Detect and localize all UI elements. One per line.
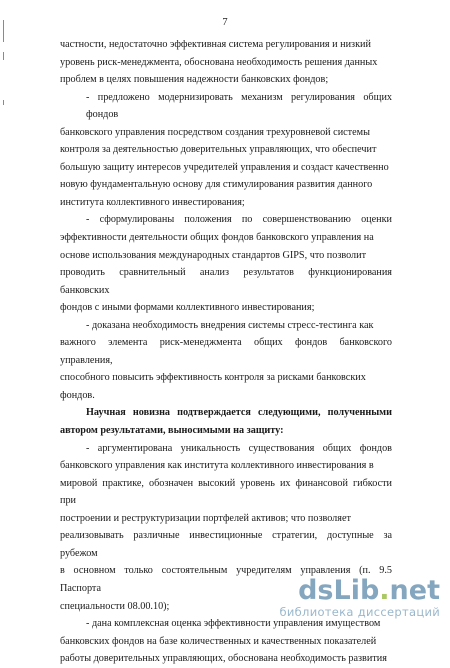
text-line: работы доверительных управляющих, обоснована необходимость развития xyxy=(60,653,387,665)
text-line: уровень риск-менеджмента, обоснована необходимость решения данных xyxy=(60,56,378,68)
text-line: фондов с иными формами коллективного инвестирования; xyxy=(60,302,315,314)
logo-tld: net xyxy=(389,575,440,606)
watermark-logo xyxy=(279,577,440,605)
document-body xyxy=(60,36,392,668)
text-line: способного повысить эффективность контроля за рисками банковских xyxy=(60,372,366,384)
text-line: контроля за деятельностью доверительных управляющих, что обеспечит xyxy=(60,144,377,156)
watermark-subtitle: библиотека диссертаций xyxy=(279,605,440,619)
text-line: частности, недостаточно эффективная система регулирования и низкий xyxy=(60,39,371,50)
text-line: банковских фондов на базе количественных и качественных показателей xyxy=(60,635,377,647)
text-line: мировой практике, обозначен высокий уровень их финансовой гибкости при xyxy=(60,477,392,507)
text-line: новую фундаментальную основу для стимулирования развития данного xyxy=(60,179,373,191)
text-line: реализовывать различные инвестиционные стратегии, доступные за рубежом xyxy=(60,530,392,559)
text-line: - предложено модернизировать механизм регулирования общих фондов xyxy=(86,91,392,121)
text-line: банковского управления посредством создания трехуровневой системы xyxy=(60,126,370,138)
text-line: фондов. xyxy=(60,389,95,401)
text-line: проводить сравнительный анализ результатов функционирования банковских xyxy=(60,267,392,296)
dslib-watermark xyxy=(279,577,440,619)
logo-dot: . xyxy=(379,575,390,606)
text-line: построении и реструктуризации портфелей активов; что позволяет xyxy=(60,512,351,524)
heading-line: автором результатами, выносимыми на защиту: xyxy=(60,425,284,437)
binding-margin-mark xyxy=(3,52,4,60)
text-line: - аргументирована уникальность существования общих фондов xyxy=(86,442,392,454)
heading-line: Научная новизна подтверждается следующими, полученными xyxy=(86,407,392,419)
text-line: эффективности деятельности общих фондов банковского управления на xyxy=(60,232,374,244)
binding-margin-mark xyxy=(3,100,4,105)
text-line: - сформулированы положения по совершенствованию оценки xyxy=(86,214,392,226)
text-line: основе использования международных стандартов GIPS, что позволит xyxy=(60,249,367,261)
text-line: - доказана необходимость внедрения системы стресс-тестинга как xyxy=(86,319,374,331)
text-line: - дана комплексная оценка эффективности управления имуществом xyxy=(86,618,381,630)
text-line: большую защиту интересов учредителей управления и создаст качественно xyxy=(60,161,389,173)
text-line: банковского управления как института коллективного инвестирования в xyxy=(60,460,374,472)
text-line: в основном только состоятельным учредителям управления (п. 9.5 Паспорта xyxy=(60,565,392,594)
page-number: 7 xyxy=(222,17,228,28)
text-line: проблем в целях повышения надежности банковских фондов; xyxy=(60,74,329,86)
text-line: института коллективного инвестирования; xyxy=(60,196,245,208)
text-line: важного элемента риск-менеджмента общих фондов банковского управления, xyxy=(60,337,392,366)
text-line: специальности 08.00.10); xyxy=(60,600,170,612)
logo-main: dsLib xyxy=(298,575,380,606)
